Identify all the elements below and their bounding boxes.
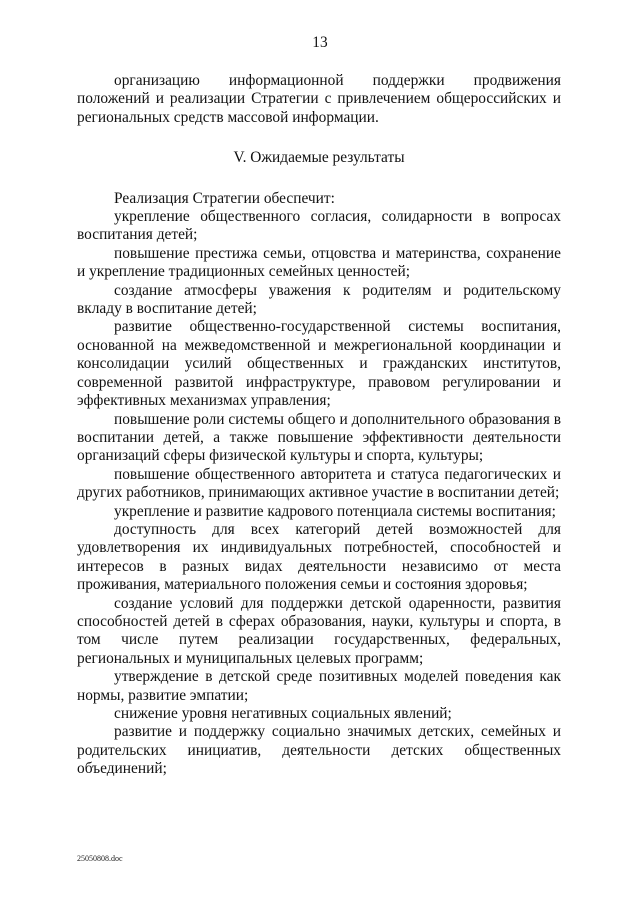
- list-item: повышение общественного авторитета и статуса педагогических и других работников, принимающих активное участие в воспитании детей;: [77, 465, 561, 502]
- list-item: утверждение в детской среде позитивных моделей поведения как нормы, развитие эмпатии;: [77, 668, 561, 704]
- list-item: создание атмосферы уважения к родителям и родительскому вкладу в воспитание детей;: [77, 281, 561, 318]
- list-item: развитие и поддержку социально значимых детских, семейных и родительских инициатив, деятельности детских общественных объединений;: [77, 723, 561, 778]
- page-content: [77, 72, 561, 779]
- intro-paragraph: организацию информационной поддержки продвижения положений и реализации Стратегии с привлечением общероссийских и региональных средств массовой информации.: [77, 72, 561, 126]
- footer-filename: 25050808.doc: [77, 854, 123, 863]
- page-number: 13: [312, 34, 328, 51]
- list-item: снижение уровня негативных социальных явлений;: [114, 705, 452, 722]
- section-heading: V. Ожидаемые результаты: [233, 149, 405, 167]
- list-item: укрепление общественного согласия, солидарности в вопросах воспитания детей;: [77, 208, 561, 244]
- list-item: развитие общественно-государственной системы воспитания, основанной на межведомственной и межрегиональной координации и консолидации усилий общественных и гражданских институтов, современной развитой инфраструктуре, правовом регулировании и эффективных механизмах управления;: [77, 318, 561, 410]
- lead-sentence: Реализация Стратегии обеспечит:: [114, 189, 335, 207]
- list-item: укрепление и развитие кадрового потенциала системы воспитания;: [114, 502, 556, 520]
- list-item: повышение престижа семьи, отцовства и материнства, сохранение и укрепление традиционных семейных ценностей;: [77, 244, 561, 281]
- list-item: доступность для всех категорий детей возможностей для удовлетворения их индивидуальных потребностей, способностей и интересов в разных видах деятельности независимо от места проживания, материального положения семьи и состояния здоровья;: [77, 520, 561, 594]
- list-item: повышение роли системы общего и дополнительного образования в воспитании детей, а также повышение эффективности деятельности организаций сферы физической культуры и спорта, культуры;: [77, 410, 561, 465]
- list-item: создание условий для поддержки детской одаренности, развития способностей детей в сферах образования, науки, культуры и спорта, в том числе путем реализации государственных, федеральных, региональных и муниципальных целевых программ;: [77, 594, 561, 667]
